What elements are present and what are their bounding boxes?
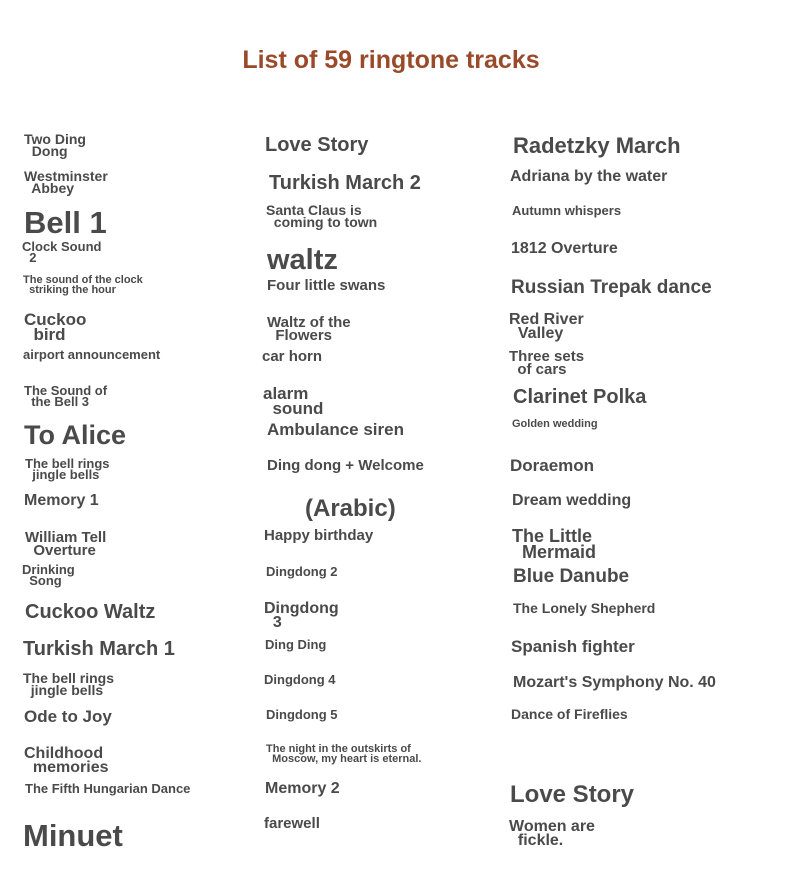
track-item: Dance of Fireflies [511, 706, 628, 722]
track-item: The bell rings jingle bells [23, 670, 115, 699]
track-item: To Alice [24, 420, 127, 450]
track-item: Turkish March 1 [23, 638, 175, 660]
track-item: car horn [262, 348, 323, 365]
track-item: Dingdong 4 [264, 672, 336, 687]
track-item: Autumn whispers [512, 203, 622, 218]
track-item: Drinking Song [22, 562, 75, 589]
track-item: Memory 1 [24, 492, 99, 509]
track-item: Love Story [510, 781, 635, 808]
track-item: Dingdong 3 [264, 600, 339, 632]
track-item: Ding dong + Welcome [267, 457, 424, 474]
track-item: Dream wedding [512, 492, 632, 509]
track-item: Ding Ding [265, 637, 327, 652]
track-item: Waltz of the Flowers [267, 314, 351, 345]
track-item: Clock Sound 2 [22, 239, 102, 266]
track-item: Three sets of cars [509, 348, 585, 379]
track-item: The Fifth Hungarian Dance [25, 781, 191, 796]
track-item: airport announcement [23, 347, 161, 362]
track-item: Santa Claus is coming to town [266, 202, 378, 231]
track-item: 1812 Overture [511, 240, 618, 257]
track-item: The night in the outskirts of Moscow, my heart is eternal. [266, 743, 422, 765]
track-item: The Sound of the Bell 3 [24, 383, 108, 410]
track-item: (Arabic) [305, 495, 396, 522]
page-title: List of 59 ringtone tracks [242, 46, 540, 74]
track-item: Golden wedding [512, 418, 598, 430]
track-item: Westminster Abbey [24, 168, 108, 197]
track-item: Memory 2 [265, 780, 340, 797]
track-item: Radetzky March [513, 133, 681, 158]
track-item: Happy birthday [264, 527, 374, 544]
track-item: Dingdong 2 [266, 564, 338, 579]
track-item: Doraemon [510, 456, 595, 475]
track-item: Turkish March 2 [269, 172, 421, 194]
track-item: Minuet [23, 818, 123, 853]
track-item: Mozart's Symphony No. 40 [513, 674, 716, 691]
track-item: alarm sound [263, 384, 324, 418]
track-item: Childhood memories [24, 745, 109, 777]
track-item: Ambulance siren [267, 420, 404, 439]
track-item: Adriana by the water [510, 168, 668, 185]
track-item: Russian Trepak dance [511, 277, 712, 298]
track-item: The Little Mermaid [512, 526, 597, 562]
track-item: The bell rings jingle bells [25, 456, 110, 483]
track-item: Love Story [265, 134, 369, 156]
track-item: Spanish fighter [511, 637, 635, 656]
track-item: Women are fickle. [509, 818, 595, 850]
track-item: Two Ding Dong [24, 131, 86, 160]
track-item: farewell [264, 815, 320, 832]
track-item: Bell 1 [24, 205, 107, 240]
track-item: Dingdong 5 [266, 707, 338, 722]
track-item: Cuckoo Waltz [25, 601, 156, 623]
track-item: waltz [267, 244, 338, 276]
track-item: The Lonely Shepherd [513, 600, 656, 616]
track-item: Cuckoo bird [24, 310, 87, 344]
track-item: Ode to Joy [24, 707, 112, 726]
track-item: Four little swans [267, 277, 386, 294]
track-item: Red River Valley [509, 311, 584, 343]
track-item: The sound of the clock striking the hour [23, 274, 143, 296]
track-item: William Tell Overture [25, 529, 107, 560]
track-item: Blue Danube [513, 566, 630, 587]
track-item: Clarinet Polka [513, 386, 647, 408]
